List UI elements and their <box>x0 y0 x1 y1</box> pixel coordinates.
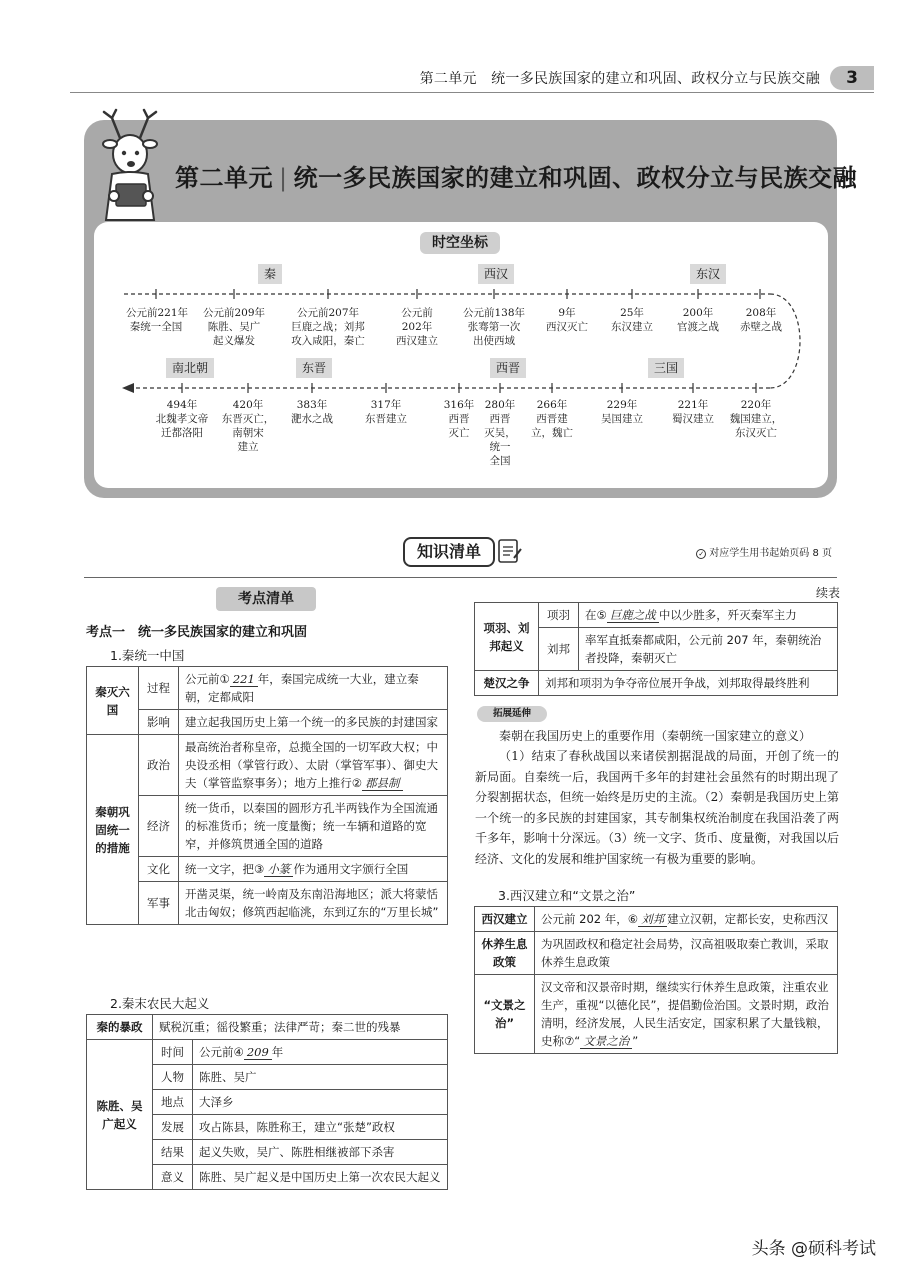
place-cell: 大泽乡 <box>193 1090 448 1115</box>
timeline-event: 420年 东晋灭亡， 南朝宋 建立 <box>221 399 275 453</box>
expand-heading: 秦朝在我国历史上的重要作用（秦朝统一国家建立的意义） <box>499 729 812 743</box>
answer-5: 巨鹿之战 <box>607 608 659 623</box>
timeline-event: 25年 东汉建立 <box>611 307 653 333</box>
politics-cell <box>179 735 448 796</box>
time-text: 公元前④ <box>199 1045 244 1059</box>
politics-label: 政治 <box>139 735 179 796</box>
chuhan-cell: 刘邦和项羽为争夺帝位展开争战，刘邦取得最终胜利 <box>539 671 838 696</box>
culture-text-end: 作为通用文字颁行全国 <box>293 862 409 876</box>
xiangyu-text: 在⑤ <box>585 608 607 622</box>
xiangyu-label: 项羽 <box>539 603 579 628</box>
timeline-event: 383年 淝水之战 <box>291 399 333 425</box>
unit-number: 第二单元 <box>175 164 273 192</box>
wenjing-cell <box>535 975 838 1054</box>
row-label-consolidate: 秦朝巩固统一的措施 <box>87 735 139 925</box>
timeline-event: 280年 西晋 灭吴， 统一 全国 <box>484 399 516 467</box>
influence-cell: 建立起我国历史上第一个统一的多民族的封建国家 <box>179 710 448 735</box>
row-label-qin-unify: 秦灭六国 <box>87 667 139 735</box>
dynasty-qin: 秦 <box>258 264 282 284</box>
kaodian-label: 考点清单 <box>216 587 316 611</box>
timeline-heading: 时空坐标 <box>420 232 500 254</box>
founding-cell <box>535 907 838 932</box>
timeline-event: 9年 西汉灭亡 <box>546 307 588 333</box>
page-number: 3 <box>830 66 874 90</box>
header-unit-title: 第二单元 统一多民族国家的建立和巩固、政权分立与民族交融 <box>419 71 820 87</box>
develop-cell: 攻占陈县，陈胜称王，建立“张楚”政权 <box>193 1115 448 1140</box>
culture-cell <box>179 857 448 882</box>
time-text-end: 年 <box>271 1045 284 1059</box>
dynasty-three-kingdoms: 三国 <box>648 358 684 378</box>
page-reference <box>696 544 832 559</box>
xiangyu-cell <box>579 603 838 628</box>
timeline-event: 公元前221年 秦统一全国 <box>126 307 189 333</box>
continued-label: 续表 <box>815 586 840 600</box>
founding-text: 公元前 202 年，⑥ <box>541 912 639 926</box>
place-label: 地点 <box>153 1090 193 1115</box>
economy-label: 经济 <box>139 796 179 857</box>
title-separator: | <box>279 164 288 192</box>
timeline-event: 317年 东晋建立 <box>365 399 407 425</box>
time-label: 时间 <box>153 1040 193 1065</box>
rest-policy-label: 休养生息政策 <box>475 932 535 975</box>
timeline-event: 公元前 202年 西汉建立 <box>396 307 438 347</box>
kaodian-1-title: 考点一 统一多民族国家的建立和巩固 <box>86 625 308 640</box>
result-cell: 起义失败，吴广、陈胜相继被部下杀害 <box>193 1140 448 1165</box>
process-text: 公元前① <box>185 672 230 686</box>
timeline-event: 229年 吴国建立 <box>601 399 643 425</box>
timeline-event: 221年 蜀汉建立 <box>672 399 714 425</box>
rest-policy-cell: 为巩固政权和稳定社会局势，汉高祖吸取秦亡教训，采取休养生息政策 <box>535 932 838 975</box>
founding-label: 西汉建立 <box>475 907 535 932</box>
process-label: 过程 <box>139 667 179 710</box>
meaning-label: 意义 <box>153 1165 193 1190</box>
watermark: 头条 @硕科考试 <box>751 1239 876 1259</box>
develop-label: 发展 <box>153 1115 193 1140</box>
wenjing-label: “文景之治” <box>475 975 535 1054</box>
chuhan-label: 楚汉之争 <box>475 671 539 696</box>
xiangyu-text-end: 中以少胜多，歼灭秦军主力 <box>658 608 797 622</box>
answer-6: 刘邦 <box>638 912 667 927</box>
time-cell <box>193 1040 448 1065</box>
tyranny-label: 秦的暴政 <box>87 1015 153 1040</box>
dynasty-eastern-han: 东汉 <box>690 264 726 284</box>
politics-text: 最高统治者称皇帝，总揽全国的一切军政大权；中央设丞相（掌管行政）、太尉（掌管军事）、御史大夫（掌管监察事务）；地方上推行② <box>185 740 438 790</box>
answer-1: 221 <box>230 672 258 687</box>
check-icon: ✓ <box>696 549 706 559</box>
uprising-table <box>86 1014 448 1190</box>
answer-7: 文景之治 <box>580 1034 632 1049</box>
result-label: 结果 <box>153 1140 193 1165</box>
group-label: 项羽、刘邦起义 <box>475 603 539 671</box>
wenjing-text-end: ” <box>632 1034 639 1048</box>
timeline-event: 200年 官渡之战 <box>677 307 719 333</box>
timeline-event: 316年 西晋 灭亡 <box>443 399 475 439</box>
page-reference-text: 对应学生用书起始页码 8 页 <box>709 548 832 559</box>
expand-label: 拓展延伸 <box>477 706 547 722</box>
meaning-cell: 陈胜、吴广起义是中国历史上第一次农民大起义 <box>193 1165 448 1190</box>
unit-name: 统一多民族国家的建立和巩固、政权分立与民族交融 <box>293 164 858 192</box>
timeline-event: 公元前207年 巨鹿之战；刘邦 攻入咸阳，秦亡 <box>291 307 365 347</box>
timeline-event: 494年 北魏孝文帝 迁都洛阳 <box>155 399 209 439</box>
timeline-event: 公元前209年 陈胜、吴广 起义爆发 <box>202 307 266 347</box>
xiangyu-liubang-table <box>474 602 838 696</box>
military-label: 军事 <box>139 882 179 925</box>
timeline-event: 220年 魏国建立， 东汉灭亡 <box>729 399 783 439</box>
process-cell <box>179 667 448 710</box>
qin-unification-table <box>86 666 448 925</box>
section-rule <box>84 577 837 578</box>
dynasty-western-han: 西汉 <box>478 264 514 284</box>
section-3-title: 3.西汉建立和“文景之治” <box>498 888 636 903</box>
economy-cell: 统一货币，以秦国的圆形方孔半两钱作为全国流通的标准货币；统一度量衡；统一车辆和道路的宽窄，并修筑贯通全国的道路 <box>179 796 448 857</box>
people-label: 人物 <box>153 1065 193 1090</box>
wenjing-text: 汉文帝和汉景帝时期，继续实行休养生息政策，注重农业生产，重视“以德化民”，提倡勤俭治国。文景时期，政治清明，经济发展，人民生活安定，国家积累了大量钱粮，史称⑦“ <box>541 980 829 1048</box>
dynasty-western-jin: 西晋 <box>490 358 526 378</box>
culture-label: 文化 <box>139 857 179 882</box>
liubang-cell: 率军直抵秦都咸阳，公元前 207 年，秦朝统治者投降，秦朝灭亡 <box>579 628 838 671</box>
dynasty-southern-northern: 南北朝 <box>166 358 214 378</box>
knowledge-list-title: 知识清单 <box>403 537 495 567</box>
section-1-title: 1.秦统一中国 <box>110 648 185 663</box>
answer-2: 郡县制 <box>362 776 403 791</box>
notebook-icon <box>496 536 522 566</box>
timeline-event: 266年 西晋建 立，魏亡 <box>531 399 573 439</box>
expand-paragraph: （1）结束了春秋战国以来诸侯割据混战的局面，开创了统一的新局面。自秦统一后，我国两千多年的封建社会虽然有的时期出现了分裂割据状态，但统一始终是历史的主流。（2）秦朝是我国历史上第一个统一的多民族的封建国家，其专制集权统治制度在我国沿袭了两千多年，影响十分深远。（3）统一文字、货币、度量衡，对我国以后经济、文化的发展和维护国家统一有极为重要的影响。 <box>475 749 839 866</box>
liubang-label: 刘邦 <box>539 628 579 671</box>
military-cell: 开凿灵渠，统一岭南及东南沿海地区；派大将蒙恬北击匈奴；修筑西起临洮，东到辽东的“万里长城” <box>179 882 448 925</box>
timeline-event: 208年 赤壁之战 <box>740 307 782 333</box>
process-text-end: 年，秦国完成统一大业，建立秦朝，定都咸阳 <box>185 672 419 704</box>
answer-4: 209 <box>244 1045 272 1060</box>
section-2-title: 2.秦末农民大起义 <box>110 996 210 1011</box>
founding-text-end: 建立汉朝，定都长安，史称西汉 <box>667 912 829 926</box>
timeline-event: 公元前138年 张骞第一次 出使西域 <box>462 307 526 347</box>
culture-text: 统一文字，把③ <box>185 862 265 876</box>
uprising-label: 陈胜、吴广起义 <box>87 1040 153 1190</box>
people-cell: 陈胜、吴广 <box>193 1065 448 1090</box>
dynasty-eastern-jin: 东晋 <box>296 358 332 378</box>
tyranny-cell: 赋税沉重；徭役繁重；法律严苛；秦二世的残暴 <box>153 1015 448 1040</box>
influence-label: 影响 <box>139 710 179 735</box>
western-han-table <box>474 906 838 1054</box>
answer-3: 小篆 <box>264 862 293 877</box>
